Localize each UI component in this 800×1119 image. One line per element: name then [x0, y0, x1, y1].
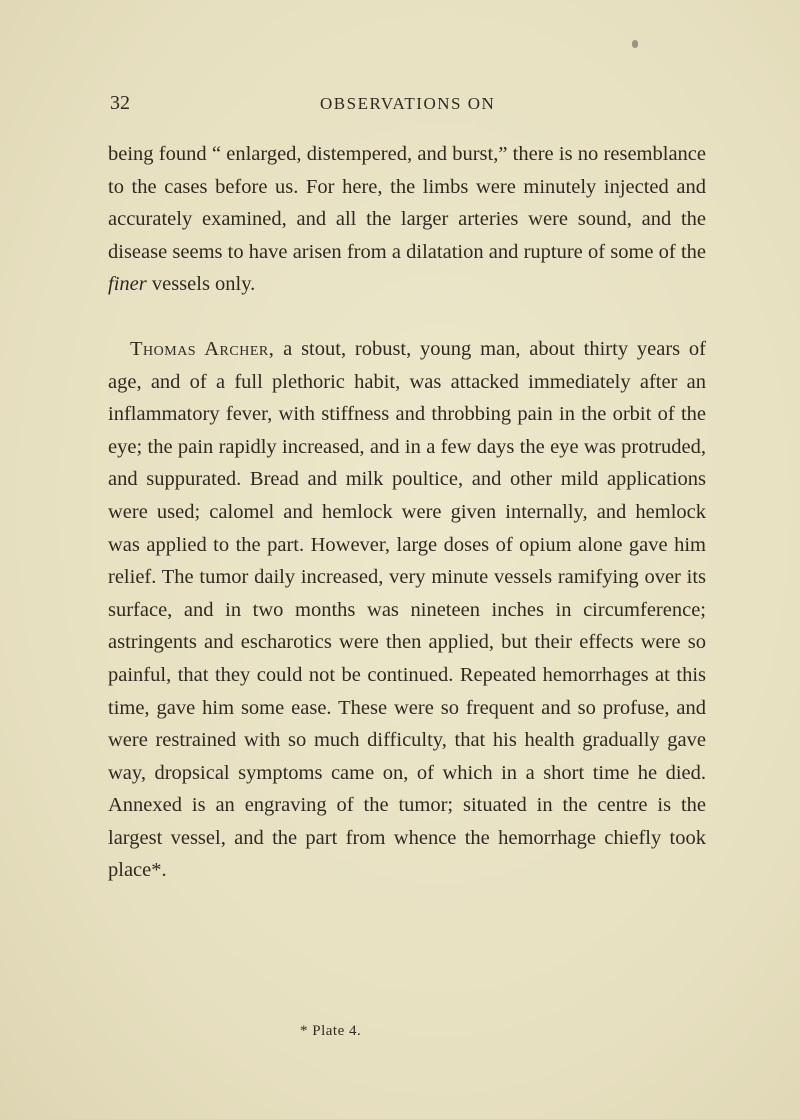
running-head: OBSERVATIONS ON	[320, 94, 496, 113]
page-header	[110, 92, 710, 122]
paragraph-2-text: a stout, robust, young man, about thirty years of age, and of a full plethoric habit, was attacked immediately after an inflammatory fever, with stiffness and throbbing pain in the orbit of the eye; the pain rapidly increased, and in a few days the eye was protruded, and suppurated. Bread and milk poultice, and other mild applications were used; calomel and hemlock were given internally, and hemlock was applied to the part. However, large doses of opium alone gave him relief. The tumor daily increased, very minute vessels ramifying over its surface, and in two months was nineteen inches in circumference; astringents and escharotics were then applied, but their effects were so painful, that they could not be continued. Repeated hemorrhages at this time, gave him some ease. These were so frequent and so profuse, and were restrained with so much difficulty, that his health gradually gave way, dropsical symptoms came on, of which in a short time he died. Annexed is an engraving of the tumor; situated in the centre is the largest vessel, and the part from whence the hemorrhage chiefly took place*.	[108, 337, 706, 882]
paragraph-1	[108, 138, 706, 301]
paragraph-1-text: being found “ enlarged, distempered, and burst,” there is no resemblance to the cases before us. For here, the limbs were minutely injected and accurately examined, and all the larger arteries were sound, and the disease seems to have arisen from a dilatation and rupture of some of the	[108, 143, 706, 263]
italic-word: finer	[108, 273, 147, 296]
patient-name: Thomas Archer,	[130, 337, 275, 360]
footnote: * Plate 4.	[300, 1023, 362, 1039]
ink-speck	[632, 40, 638, 48]
body-text	[108, 138, 706, 887]
paragraph-2	[108, 333, 706, 887]
page-number: 32	[110, 92, 130, 114]
paragraph-1-end: vessels only.	[146, 273, 256, 296]
